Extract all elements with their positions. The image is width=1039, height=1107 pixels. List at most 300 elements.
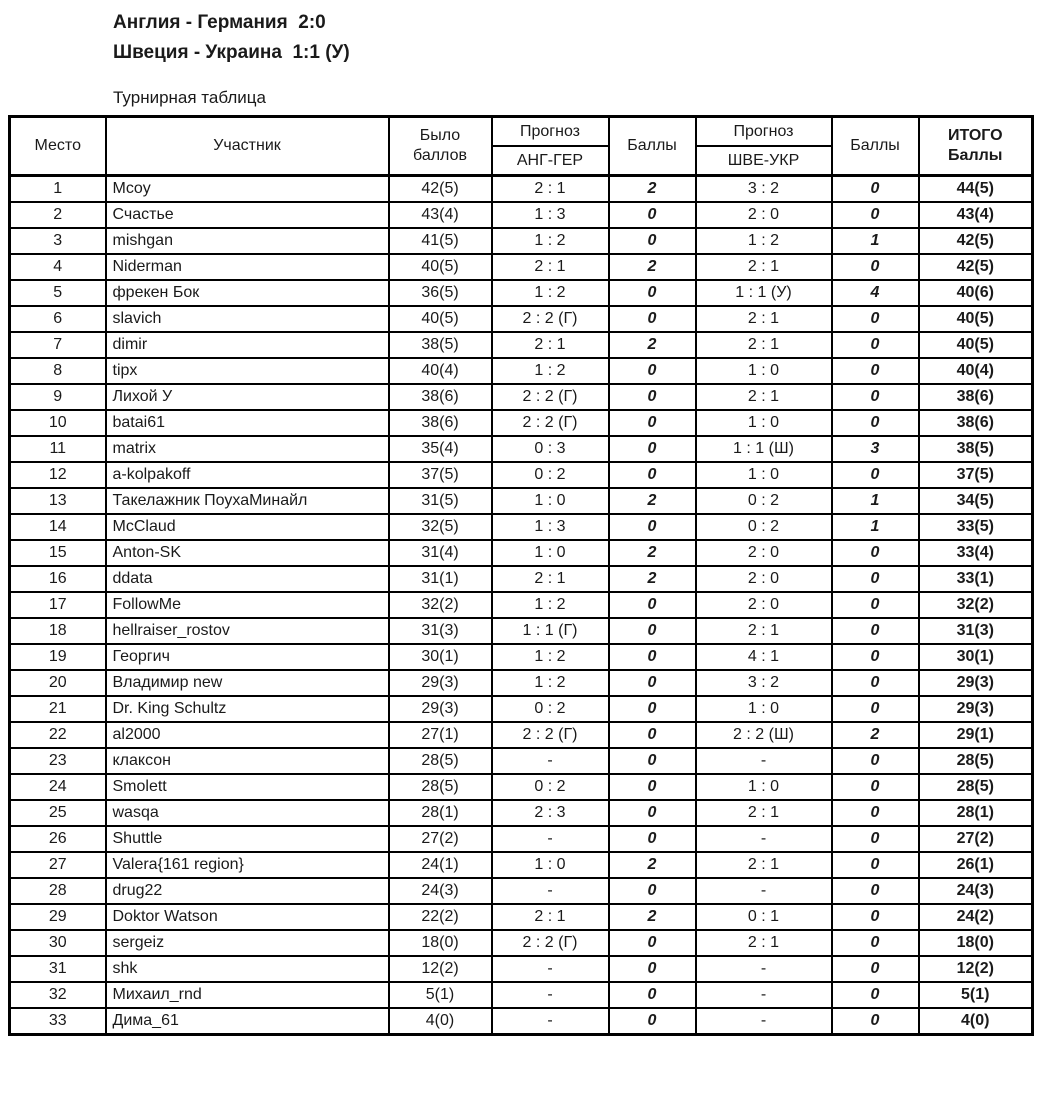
table-row [10, 930, 1033, 956]
points-cell: 0 [609, 956, 696, 982]
total-cell: 33(1) [919, 566, 1033, 592]
points-cell: 0 [832, 592, 919, 618]
place-cell: 22 [10, 722, 106, 748]
forecast-ang-ger-cell: 2 : 1 [492, 566, 609, 592]
points-cell: 2 [609, 540, 696, 566]
match-results [113, 8, 350, 68]
had-points-cell: 35(4) [389, 436, 492, 462]
place-cell: 17 [10, 592, 106, 618]
points-cell: 0 [832, 384, 919, 410]
had-points-cell: 31(4) [389, 540, 492, 566]
points-cell: 0 [832, 878, 919, 904]
total-cell: 18(0) [919, 930, 1033, 956]
table-row [10, 774, 1033, 800]
total-cell: 34(5) [919, 488, 1033, 514]
participant-cell: Niderman [106, 254, 389, 280]
place-cell: 13 [10, 488, 106, 514]
forecast-ang-ger-cell: 2 : 3 [492, 800, 609, 826]
header-had-points-line1: Было [419, 127, 461, 144]
had-points-cell: 43(4) [389, 202, 492, 228]
points-cell: 0 [609, 644, 696, 670]
table-row [10, 800, 1033, 826]
total-cell: 38(5) [919, 436, 1033, 462]
had-points-cell: 31(3) [389, 618, 492, 644]
place-cell: 4 [10, 254, 106, 280]
points-cell: 2 [609, 904, 696, 930]
points-cell: 0 [609, 748, 696, 774]
header-place: Место [10, 117, 106, 176]
total-cell: 40(6) [919, 280, 1033, 306]
table-row [10, 280, 1033, 306]
place-cell: 23 [10, 748, 106, 774]
points-cell: 0 [832, 618, 919, 644]
place-cell: 27 [10, 852, 106, 878]
points-cell: 0 [832, 852, 919, 878]
forecast-ang-ger-cell: 1 : 2 [492, 358, 609, 384]
header-total-line2: Баллы [948, 147, 1003, 164]
header-had-points-line2: баллов [413, 147, 467, 164]
table-row [10, 748, 1033, 774]
points-cell: 0 [609, 514, 696, 540]
forecast-ang-ger-cell: 1 : 3 [492, 202, 609, 228]
place-cell: 3 [10, 228, 106, 254]
forecast-shve-ukr-cell: 0 : 2 [696, 488, 832, 514]
table-row [10, 826, 1033, 852]
total-cell: 5(1) [919, 982, 1033, 1008]
points-cell: 0 [832, 696, 919, 722]
table-row [10, 358, 1033, 384]
forecast-shve-ukr-cell: - [696, 826, 832, 852]
had-points-cell: 38(5) [389, 332, 492, 358]
forecast-ang-ger-cell: 1 : 2 [492, 592, 609, 618]
points-cell: 0 [609, 930, 696, 956]
table-row [10, 332, 1033, 358]
total-cell: 38(6) [919, 410, 1033, 436]
forecast-shve-ukr-cell: 2 : 0 [696, 202, 832, 228]
place-cell: 11 [10, 436, 106, 462]
forecast-shve-ukr-cell: 2 : 0 [696, 592, 832, 618]
forecast-ang-ger-cell: 2 : 1 [492, 176, 609, 203]
place-cell: 6 [10, 306, 106, 332]
had-points-cell: 12(2) [389, 956, 492, 982]
place-cell: 12 [10, 462, 106, 488]
points-cell: 0 [832, 462, 919, 488]
participant-cell: tipx [106, 358, 389, 384]
forecast-shve-ukr-cell: 1 : 0 [696, 410, 832, 436]
forecast-shve-ukr-cell: 0 : 1 [696, 904, 832, 930]
total-cell: 27(2) [919, 826, 1033, 852]
points-cell: 0 [832, 176, 919, 203]
participant-cell: фрекен Бок [106, 280, 389, 306]
points-cell: 0 [609, 202, 696, 228]
had-points-cell: 27(2) [389, 826, 492, 852]
forecast-shve-ukr-cell: 4 : 1 [696, 644, 832, 670]
forecast-shve-ukr-cell: 1 : 1 (Ш) [696, 436, 832, 462]
points-cell: 0 [609, 280, 696, 306]
forecast-ang-ger-cell: 0 : 3 [492, 436, 609, 462]
forecast-shve-ukr-cell: 2 : 1 [696, 930, 832, 956]
participant-cell: Владимир new [106, 670, 389, 696]
forecast-ang-ger-cell: 2 : 1 [492, 254, 609, 280]
place-cell: 8 [10, 358, 106, 384]
place-cell: 18 [10, 618, 106, 644]
participant-cell: Anton-SK [106, 540, 389, 566]
participant-cell: sergeiz [106, 930, 389, 956]
points-cell: 0 [832, 904, 919, 930]
place-cell: 5 [10, 280, 106, 306]
forecast-shve-ukr-cell: - [696, 1008, 832, 1035]
points-cell: 0 [832, 202, 919, 228]
forecast-ang-ger-cell: 1 : 3 [492, 514, 609, 540]
place-cell: 30 [10, 930, 106, 956]
had-points-cell: 32(5) [389, 514, 492, 540]
points-cell: 0 [832, 332, 919, 358]
participant-cell: клаксон [106, 748, 389, 774]
header-forecast-shve-ukr-match: ШВЕ-УКР [696, 146, 832, 176]
forecast-shve-ukr-cell: 2 : 0 [696, 566, 832, 592]
table-row [10, 410, 1033, 436]
header-points-1: Баллы [609, 117, 696, 176]
points-cell: 0 [832, 930, 919, 956]
points-cell: 2 [609, 852, 696, 878]
forecast-ang-ger-cell: 1 : 2 [492, 280, 609, 306]
points-cell: 0 [609, 826, 696, 852]
forecast-ang-ger-cell: - [492, 1008, 609, 1035]
place-cell: 2 [10, 202, 106, 228]
participant-cell: matrix [106, 436, 389, 462]
header-participant: Участник [106, 117, 389, 176]
points-cell: 0 [832, 670, 919, 696]
total-cell: 12(2) [919, 956, 1033, 982]
forecast-ang-ger-cell: - [492, 748, 609, 774]
forecast-ang-ger-cell: 1 : 0 [492, 852, 609, 878]
points-cell: 0 [832, 956, 919, 982]
standings-table [8, 115, 1034, 1036]
total-cell: 26(1) [919, 852, 1033, 878]
points-cell: 0 [832, 644, 919, 670]
total-cell: 31(3) [919, 618, 1033, 644]
table-row [10, 436, 1033, 462]
points-cell: 0 [832, 982, 919, 1008]
points-cell: 0 [609, 696, 696, 722]
total-cell: 44(5) [919, 176, 1033, 203]
participant-cell: drug22 [106, 878, 389, 904]
had-points-cell: 40(5) [389, 254, 492, 280]
header-points-2: Баллы [832, 117, 919, 176]
forecast-ang-ger-cell: 1 : 0 [492, 488, 609, 514]
forecast-shve-ukr-cell: 3 : 2 [696, 176, 832, 203]
had-points-cell: 4(0) [389, 1008, 492, 1035]
had-points-cell: 27(1) [389, 722, 492, 748]
points-cell: 0 [832, 748, 919, 774]
table-row [10, 592, 1033, 618]
forecast-ang-ger-cell: 1 : 1 (Г) [492, 618, 609, 644]
participant-cell: Георгич [106, 644, 389, 670]
total-cell: 4(0) [919, 1008, 1033, 1035]
total-cell: 40(5) [919, 306, 1033, 332]
points-cell: 0 [832, 1008, 919, 1035]
points-cell: 0 [609, 722, 696, 748]
forecast-shve-ukr-cell: 1 : 0 [696, 462, 832, 488]
forecast-shve-ukr-cell: - [696, 956, 832, 982]
participant-cell: shk [106, 956, 389, 982]
had-points-cell: 29(3) [389, 670, 492, 696]
points-cell: 3 [832, 436, 919, 462]
points-cell: 0 [832, 800, 919, 826]
forecast-ang-ger-cell: 2 : 1 [492, 332, 609, 358]
points-cell: 0 [832, 774, 919, 800]
total-cell: 30(1) [919, 644, 1033, 670]
total-cell: 33(5) [919, 514, 1033, 540]
participant-cell: Smolett [106, 774, 389, 800]
points-cell: 0 [832, 358, 919, 384]
participant-cell: Doktor Watson [106, 904, 389, 930]
had-points-cell: 38(6) [389, 384, 492, 410]
total-cell: 29(3) [919, 696, 1033, 722]
table-row [10, 566, 1033, 592]
table-row [10, 644, 1033, 670]
points-cell: 0 [609, 384, 696, 410]
place-cell: 26 [10, 826, 106, 852]
place-cell: 24 [10, 774, 106, 800]
points-cell: 0 [832, 410, 919, 436]
participant-cell: wasqa [106, 800, 389, 826]
points-cell: 0 [832, 306, 919, 332]
participant-cell: ddata [106, 566, 389, 592]
points-cell: 2 [832, 722, 919, 748]
points-cell: 0 [609, 1008, 696, 1035]
forecast-shve-ukr-cell: 1 : 0 [696, 774, 832, 800]
total-cell: 32(2) [919, 592, 1033, 618]
forecast-shve-ukr-cell: 2 : 1 [696, 618, 832, 644]
total-cell: 28(5) [919, 774, 1033, 800]
place-cell: 29 [10, 904, 106, 930]
place-cell: 9 [10, 384, 106, 410]
total-cell: 40(5) [919, 332, 1033, 358]
points-cell: 0 [609, 878, 696, 904]
table-row [10, 176, 1033, 203]
points-cell: 0 [609, 618, 696, 644]
points-cell: 4 [832, 280, 919, 306]
participant-cell: McClaud [106, 514, 389, 540]
had-points-cell: 5(1) [389, 982, 492, 1008]
match-result-ang-ger: Англия - Германия 2:0 [113, 12, 326, 33]
header-total-line1: ИТОГО [947, 127, 1003, 144]
total-cell: 42(5) [919, 228, 1033, 254]
table-row [10, 878, 1033, 904]
had-points-cell: 40(4) [389, 358, 492, 384]
had-points-cell: 22(2) [389, 904, 492, 930]
forecast-ang-ger-cell: 2 : 2 (Г) [492, 722, 609, 748]
forecast-shve-ukr-cell: 2 : 0 [696, 540, 832, 566]
table-row [10, 540, 1033, 566]
forecast-shve-ukr-cell: 2 : 1 [696, 254, 832, 280]
participant-cell: mishgan [106, 228, 389, 254]
had-points-cell: 24(3) [389, 878, 492, 904]
points-cell: 2 [609, 254, 696, 280]
place-cell: 28 [10, 878, 106, 904]
place-cell: 25 [10, 800, 106, 826]
header-forecast-shve-ukr: Прогноз [696, 117, 832, 147]
table-row [10, 306, 1033, 332]
table-row [10, 228, 1033, 254]
participant-cell: slavich [106, 306, 389, 332]
forecast-shve-ukr-cell: 3 : 2 [696, 670, 832, 696]
forecast-ang-ger-cell: 2 : 2 (Г) [492, 306, 609, 332]
had-points-cell: 32(2) [389, 592, 492, 618]
points-cell: 0 [832, 540, 919, 566]
participant-cell: batai61 [106, 410, 389, 436]
points-cell: 0 [609, 982, 696, 1008]
place-cell: 16 [10, 566, 106, 592]
points-cell: 0 [609, 774, 696, 800]
had-points-cell: 28(5) [389, 774, 492, 800]
place-cell: 1 [10, 176, 106, 203]
had-points-cell: 36(5) [389, 280, 492, 306]
forecast-shve-ukr-cell: 1 : 0 [696, 696, 832, 722]
forecast-shve-ukr-cell: 2 : 1 [696, 384, 832, 410]
participant-cell: al2000 [106, 722, 389, 748]
points-cell: 2 [609, 488, 696, 514]
points-cell: 2 [609, 332, 696, 358]
place-cell: 31 [10, 956, 106, 982]
place-cell: 19 [10, 644, 106, 670]
participant-cell: Valera{161 region} [106, 852, 389, 878]
participant-cell: Михаил_rnd [106, 982, 389, 1008]
forecast-ang-ger-cell: 1 : 2 [492, 228, 609, 254]
points-cell: 0 [609, 670, 696, 696]
forecast-ang-ger-cell: - [492, 982, 609, 1008]
total-cell: 29(1) [919, 722, 1033, 748]
place-cell: 15 [10, 540, 106, 566]
participant-cell: Dr. King Schultz [106, 696, 389, 722]
total-cell: 24(3) [919, 878, 1033, 904]
had-points-cell: 37(5) [389, 462, 492, 488]
points-cell: 2 [609, 566, 696, 592]
points-cell: 2 [609, 176, 696, 203]
header-forecast-ang-ger-match: АНГ-ГЕР [492, 146, 609, 176]
table-row [10, 488, 1033, 514]
forecast-ang-ger-cell: 2 : 1 [492, 904, 609, 930]
had-points-cell: 28(1) [389, 800, 492, 826]
participant-cell: Счастье [106, 202, 389, 228]
place-cell: 32 [10, 982, 106, 1008]
had-points-cell: 18(0) [389, 930, 492, 956]
forecast-shve-ukr-cell: 2 : 1 [696, 852, 832, 878]
points-cell: 0 [609, 462, 696, 488]
had-points-cell: 29(3) [389, 696, 492, 722]
points-cell: 1 [832, 228, 919, 254]
forecast-shve-ukr-cell: 2 : 1 [696, 332, 832, 358]
forecast-ang-ger-cell: 0 : 2 [492, 774, 609, 800]
forecast-shve-ukr-cell: 0 : 2 [696, 514, 832, 540]
participant-cell: Дима_61 [106, 1008, 389, 1035]
total-cell: 37(5) [919, 462, 1033, 488]
points-cell: 1 [832, 514, 919, 540]
forecast-ang-ger-cell: 2 : 2 (Г) [492, 410, 609, 436]
table-row [10, 202, 1033, 228]
place-cell: 14 [10, 514, 106, 540]
had-points-cell: 30(1) [389, 644, 492, 670]
had-points-cell: 24(1) [389, 852, 492, 878]
table-body [10, 176, 1033, 1035]
table-row [10, 956, 1033, 982]
participant-cell: Shuttle [106, 826, 389, 852]
total-cell: 42(5) [919, 254, 1033, 280]
forecast-shve-ukr-cell: - [696, 748, 832, 774]
header-forecast-ang-ger: Прогноз [492, 117, 609, 147]
total-cell: 29(3) [919, 670, 1033, 696]
points-cell: 0 [609, 592, 696, 618]
forecast-shve-ukr-cell: 1 : 1 (У) [696, 280, 832, 306]
table-row [10, 982, 1033, 1008]
points-cell: 1 [832, 488, 919, 514]
participant-cell: Такелажник ПоухаМинайл [106, 488, 389, 514]
forecast-ang-ger-cell: - [492, 826, 609, 852]
place-cell: 7 [10, 332, 106, 358]
participant-cell: Mcoy [106, 176, 389, 203]
table-row [10, 384, 1033, 410]
participant-cell: Лихой У [106, 384, 389, 410]
forecast-shve-ukr-cell: - [696, 878, 832, 904]
table-header [10, 117, 1033, 176]
points-cell: 0 [609, 436, 696, 462]
forecast-ang-ger-cell: - [492, 956, 609, 982]
had-points-cell: 38(6) [389, 410, 492, 436]
points-cell: 0 [832, 826, 919, 852]
total-cell: 40(4) [919, 358, 1033, 384]
table-row [10, 618, 1033, 644]
place-cell: 33 [10, 1008, 106, 1035]
place-cell: 10 [10, 410, 106, 436]
forecast-ang-ger-cell: 1 : 2 [492, 644, 609, 670]
forecast-ang-ger-cell: 2 : 2 (Г) [492, 384, 609, 410]
forecast-shve-ukr-cell: 1 : 2 [696, 228, 832, 254]
participant-cell: FollowMe [106, 592, 389, 618]
table-row [10, 462, 1033, 488]
forecast-ang-ger-cell: 2 : 2 (Г) [492, 930, 609, 956]
table-row [10, 1008, 1033, 1035]
total-cell: 43(4) [919, 202, 1033, 228]
had-points-cell: 31(1) [389, 566, 492, 592]
points-cell: 0 [609, 410, 696, 436]
header-had-points [389, 117, 492, 176]
forecast-shve-ukr-cell: 2 : 1 [696, 800, 832, 826]
forecast-ang-ger-cell: - [492, 878, 609, 904]
had-points-cell: 31(5) [389, 488, 492, 514]
table-title: Турнирная таблица [113, 88, 266, 107]
total-cell: 38(6) [919, 384, 1033, 410]
points-cell: 0 [609, 800, 696, 826]
had-points-cell: 42(5) [389, 176, 492, 203]
had-points-cell: 40(5) [389, 306, 492, 332]
forecast-ang-ger-cell: 1 : 2 [492, 670, 609, 696]
points-cell: 0 [609, 358, 696, 384]
points-cell: 0 [609, 228, 696, 254]
table-row [10, 696, 1033, 722]
participant-cell: hellraiser_rostov [106, 618, 389, 644]
table-row [10, 514, 1033, 540]
points-cell: 0 [832, 566, 919, 592]
forecast-shve-ukr-cell: 1 : 0 [696, 358, 832, 384]
forecast-ang-ger-cell: 0 : 2 [492, 696, 609, 722]
table-row [10, 254, 1033, 280]
participant-cell: a-kolpakoff [106, 462, 389, 488]
total-cell: 24(2) [919, 904, 1033, 930]
place-cell: 20 [10, 670, 106, 696]
forecast-shve-ukr-cell: - [696, 982, 832, 1008]
had-points-cell: 41(5) [389, 228, 492, 254]
